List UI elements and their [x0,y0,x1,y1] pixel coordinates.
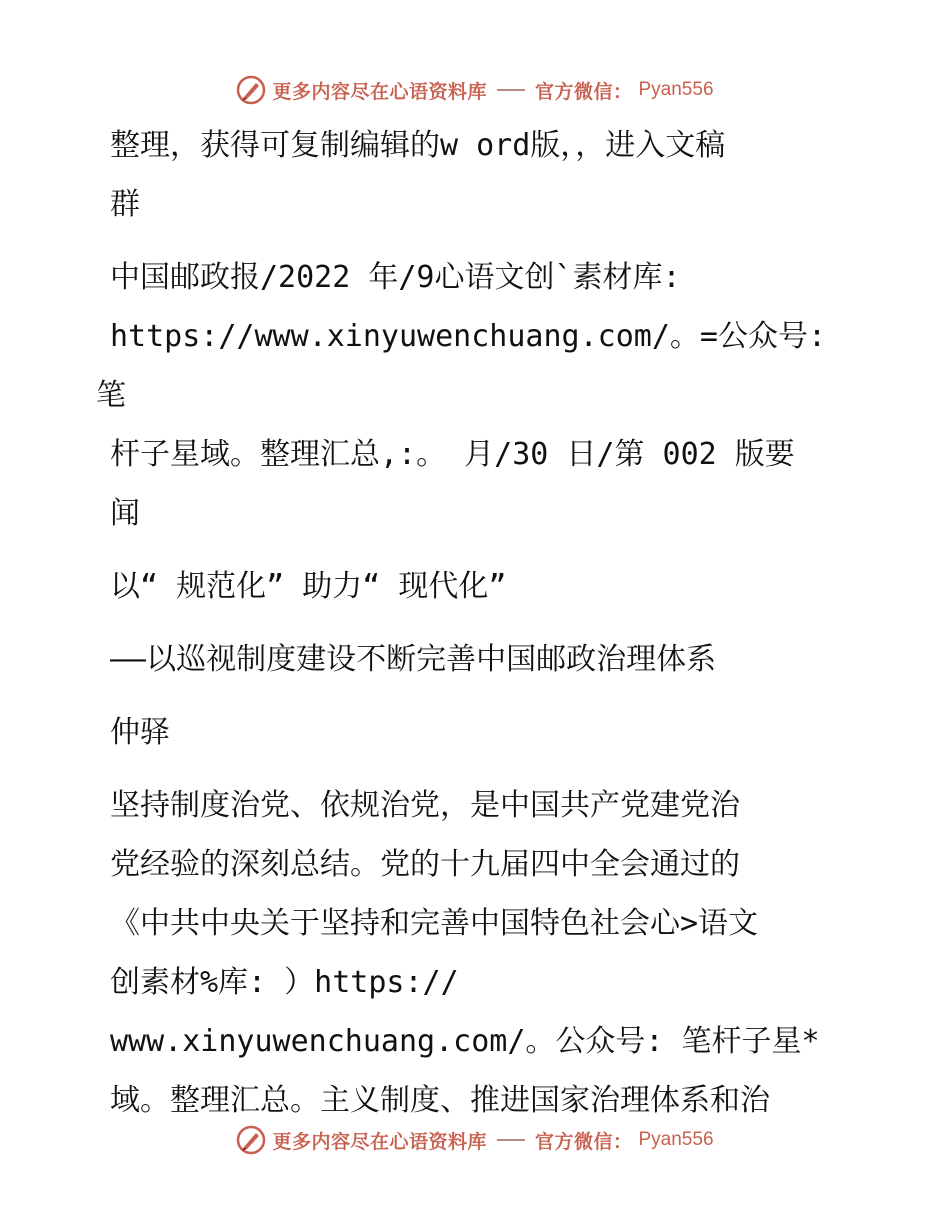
text-line: 群 [110,187,140,222]
paragraph-body [96,776,856,1130]
text-line: 整理，获得可复制编辑的w ord版，，进入文稿 [110,128,726,163]
pen-logo-icon [236,1125,266,1155]
promo-text: 更多内容尽在心语资料库 [272,1130,487,1153]
text-line: 创素材%库: ）https:// [110,965,459,1000]
text-line: ——以巡视制度建设不断完善中国邮政治理体系 [110,642,717,677]
paragraph-intro [96,116,856,234]
text-line: 《中共中央关于坚持和完善中国特色社会心>语文 [110,906,759,941]
footer-watermark-banner [0,1118,950,1162]
footer-banner-content [236,1125,713,1155]
wechat-label: 官方微信： [534,1130,633,1153]
wechat-id: Pyan556 [638,79,714,100]
text-line: 坚持制度治党、依规治党，是中国共产党建党治 [110,788,740,823]
text-line: 域。整理汇总。主义制度、推进国家治理体系和治 [110,1083,770,1118]
document-body [96,116,856,1144]
header-watermark-banner [0,68,950,112]
article-title [96,557,856,616]
header-banner-content [236,75,713,105]
article-author [96,703,856,762]
text-line: 以“ 规范化” 助力“ 现代化” [110,569,507,604]
pen-logo-icon [236,75,266,105]
text-line: 杆子星域。整理汇总,:。 月/30 日/第 002 版要 [110,437,795,472]
text-line: www.xinyuwenchuang.com/。公众号: 笔杆子星* [110,1024,820,1059]
text-line: 党经验的深刻总结。党的十九届四中全会通过的 [110,847,740,882]
wechat-label: 官方微信： [534,80,633,103]
promo-text: 更多内容尽在心语资料库 [272,80,487,103]
text-line: 仲驿 [110,715,170,750]
banner-separator [497,1139,525,1141]
text-line: 闻 [110,496,140,531]
banner-separator [497,89,525,91]
text-line: 中国邮政报/2022 年/9心语文创`素材库: [110,260,681,295]
text-line: https://www.xinyuwenchuang.com/。=公众号: 笔 [96,319,827,413]
article-subtitle [96,630,856,689]
wechat-id: Pyan556 [638,1129,714,1150]
paragraph-source [96,248,856,543]
